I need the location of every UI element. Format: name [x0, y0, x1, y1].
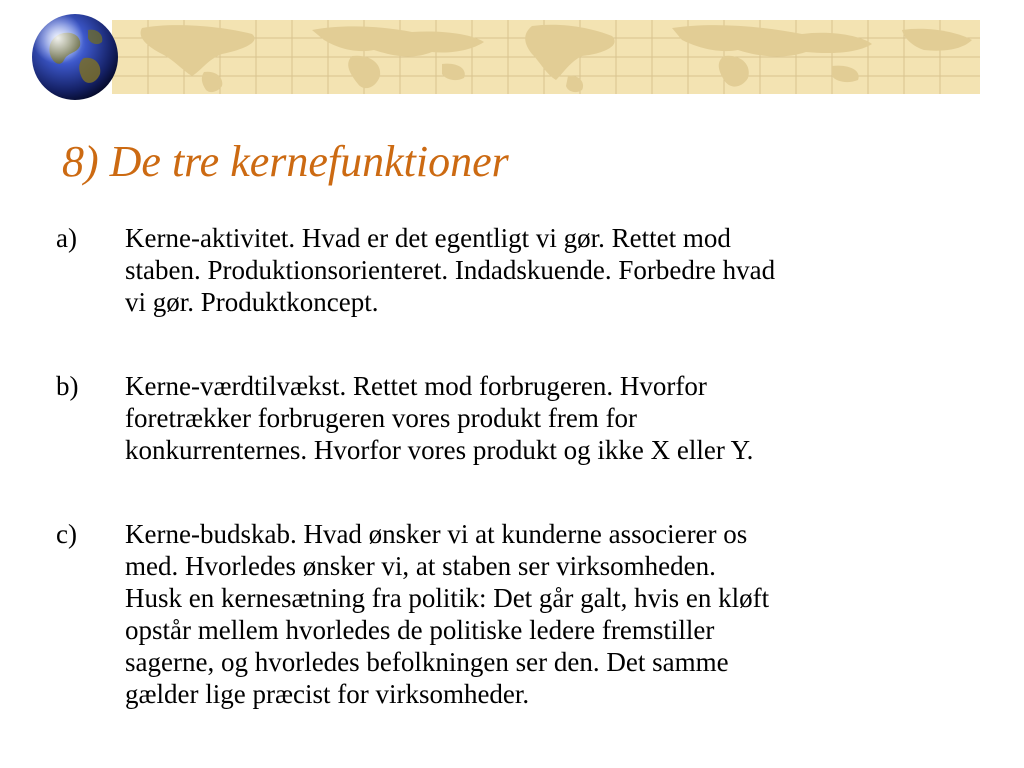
world-map-icon: [112, 20, 980, 94]
text-line: Kerne-aktivitet. Hvad er det egentligt vi gør. Rettet mod: [125, 223, 731, 253]
slide-title: 8) De tre kernefunktioner: [62, 137, 509, 186]
text-line: vi gør. Produktkoncept.: [125, 287, 379, 317]
text-line: foretrækker forbrugeren vores produkt frem for: [125, 403, 638, 433]
list-marker: c): [56, 519, 77, 549]
list-item-text: [125, 518, 985, 710]
text-line: konkurrenternes. Hvorfor vores produkt og ikke X eller Y.: [125, 435, 754, 465]
text-line: staben. Produktionsorienteret. Indadskuende. Forbedre hvad: [125, 255, 776, 285]
list-item-text: [125, 370, 985, 466]
text-line: Kerne-budskab. Hvad ønsker vi at kunderne associerer os: [125, 519, 748, 549]
world-map-banner: [112, 20, 980, 94]
text-line: gælder lige præcist for virksomheder.: [125, 679, 530, 709]
list-marker: b): [56, 371, 79, 401]
text-line: med. Hvorledes ønsker vi, at staben ser virksomheden.: [125, 551, 716, 581]
text-line: Kerne-værdtilvækst. Rettet mod forbrugeren. Hvorfor: [125, 371, 707, 401]
text-line: sagerne, og hvorledes befolkningen ser den. Det samme: [125, 647, 729, 677]
globe-icon: [30, 12, 120, 102]
text-line: opstår mellem hvorledes de politiske ledere fremstiller: [125, 615, 715, 645]
list-item-text: [125, 222, 985, 318]
list-marker: a): [56, 223, 77, 253]
text-line: Husk en kernesætning fra politik: Det går galt, hvis en kløft: [125, 583, 770, 613]
